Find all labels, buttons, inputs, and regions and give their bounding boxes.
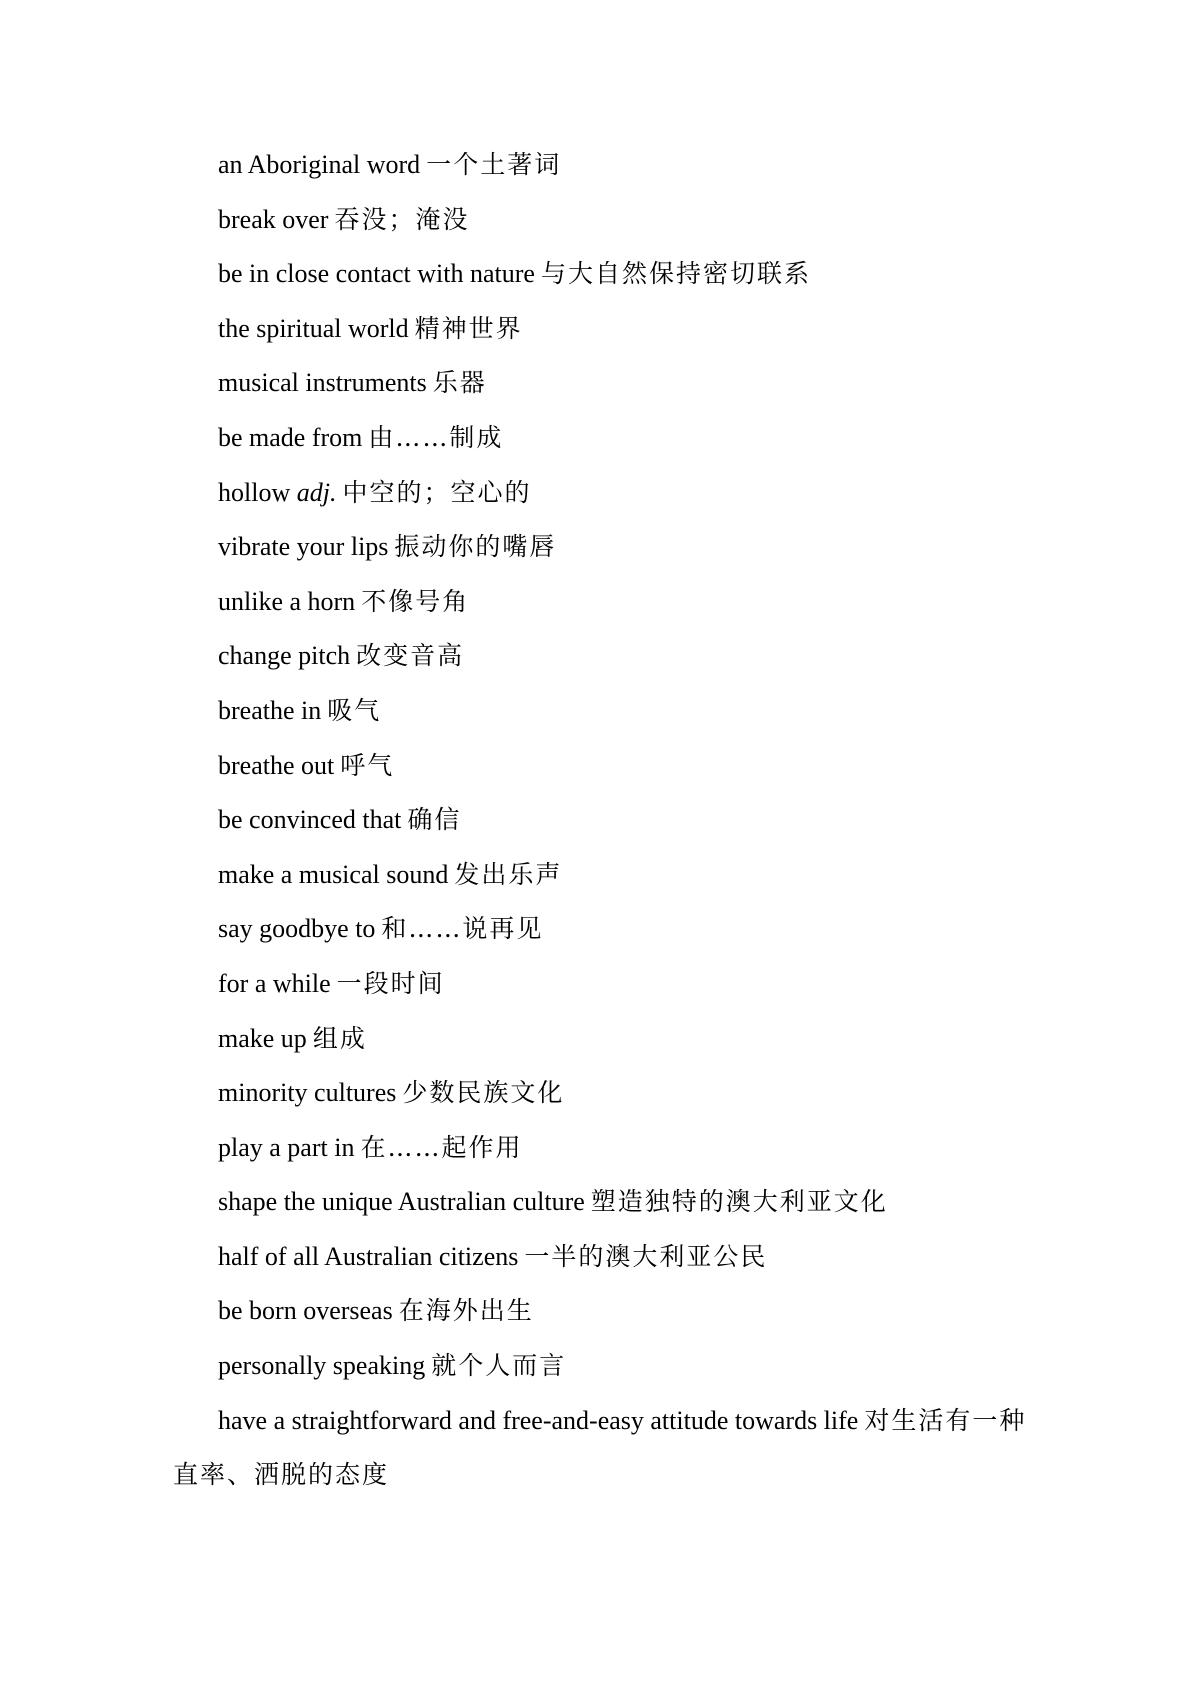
vocab-entry	[173, 902, 1053, 957]
entry-english: musical instruments	[218, 368, 427, 398]
entry-chinese: 不像号角	[361, 586, 470, 616]
entry-chinese: 塑造独特的澳大利亚文化	[590, 1187, 888, 1217]
entry-chinese: 与大自然保持密切联系	[540, 259, 811, 289]
entry-chinese: 确信	[407, 805, 462, 835]
vocab-entry	[173, 793, 1053, 848]
entry-english: the spiritual world	[218, 313, 409, 343]
entry-english: breathe out	[218, 750, 335, 780]
entry-english: make a musical sound	[218, 859, 449, 889]
vocab-entry	[173, 356, 1053, 411]
entry-english: shape the unique Australian culture	[218, 1187, 585, 1217]
entry-chinese: 组成	[312, 1023, 367, 1053]
entry-english: minority cultures	[218, 1078, 397, 1108]
part-of-speech: adj.	[296, 477, 337, 507]
vocab-entry	[173, 1121, 1053, 1176]
entry-chinese: 一半的澳大利亚公民	[524, 1241, 768, 1271]
entry-english: an Aboriginal word	[218, 150, 421, 179]
vocab-entry	[173, 1012, 1053, 1067]
entry-chinese: 改变音高	[356, 641, 465, 671]
entry-chinese: 一个土著词	[426, 150, 562, 179]
entry-english: make up	[218, 1023, 307, 1053]
vocab-entry	[173, 302, 1053, 357]
entry-chinese: 由……制成	[368, 422, 504, 452]
entry-english: breathe in	[218, 695, 322, 725]
entry-chinese: 中空的；空心的	[342, 477, 532, 507]
entry-english: be in close contact with nature	[218, 259, 535, 289]
entry-english: say goodbye to	[218, 914, 376, 944]
vocab-entry	[173, 520, 1053, 575]
entry-english: be born overseas	[218, 1296, 393, 1326]
vocab-entry	[173, 1394, 1038, 1503]
entry-chinese: 在海外出生	[398, 1296, 534, 1326]
entry-chinese: 就个人而言	[431, 1351, 567, 1381]
vocab-entry	[173, 1230, 1053, 1285]
vocab-entry	[173, 957, 1053, 1012]
entry-english: unlike a horn	[218, 586, 356, 616]
entry-english: play a part in	[218, 1132, 355, 1162]
entry-chinese: 和……说再见	[381, 914, 544, 944]
entry-english: change pitch	[218, 641, 351, 671]
entry-english: be convinced that	[218, 805, 402, 835]
vocab-entry	[173, 575, 1053, 630]
entry-english: hollow	[218, 477, 291, 507]
entry-english: for a while	[218, 968, 331, 998]
entry-english: half of all Australian citizens	[218, 1241, 519, 1271]
entry-english: break over	[218, 204, 329, 234]
entry-chinese: 乐器	[432, 368, 487, 398]
vocab-entry	[173, 138, 1053, 193]
vocab-entry	[173, 629, 1053, 684]
entry-chinese: 一段时间	[336, 968, 445, 998]
vocab-entry	[173, 684, 1053, 739]
vocab-entry	[173, 848, 1053, 903]
vocab-entry	[173, 739, 1053, 794]
entry-chinese: 振动你的嘴唇	[394, 532, 557, 562]
entry-english: have a straightforward and free-and-easy attitude towards life	[218, 1405, 859, 1435]
entry-chinese: 对生活有一种直率、洒脱的态度	[173, 1405, 1027, 1490]
vocab-entry	[173, 1175, 1053, 1230]
vocab-entry	[173, 411, 1053, 466]
vocab-entry	[173, 1284, 1053, 1339]
vocab-entry	[173, 193, 1053, 248]
entry-chinese: 呼气	[340, 750, 395, 780]
vocab-entry	[173, 1066, 1053, 1121]
entry-chinese: 在……起作用	[360, 1132, 523, 1162]
vocab-entry	[173, 247, 1053, 302]
entry-english: vibrate your lips	[218, 532, 389, 562]
entry-english: be made from	[218, 422, 363, 452]
entry-chinese: 精神世界	[414, 313, 523, 343]
entry-chinese: 少数民族文化	[402, 1078, 565, 1108]
entry-chinese: 发出乐声	[454, 859, 563, 889]
vocab-entry	[173, 466, 1053, 521]
entry-chinese: 吞没；淹没	[334, 204, 470, 234]
entry-chinese: 吸气	[327, 695, 382, 725]
entry-english: personally speaking	[218, 1351, 426, 1381]
vocab-entry	[173, 1339, 1053, 1394]
vocabulary-list	[173, 138, 1053, 1503]
